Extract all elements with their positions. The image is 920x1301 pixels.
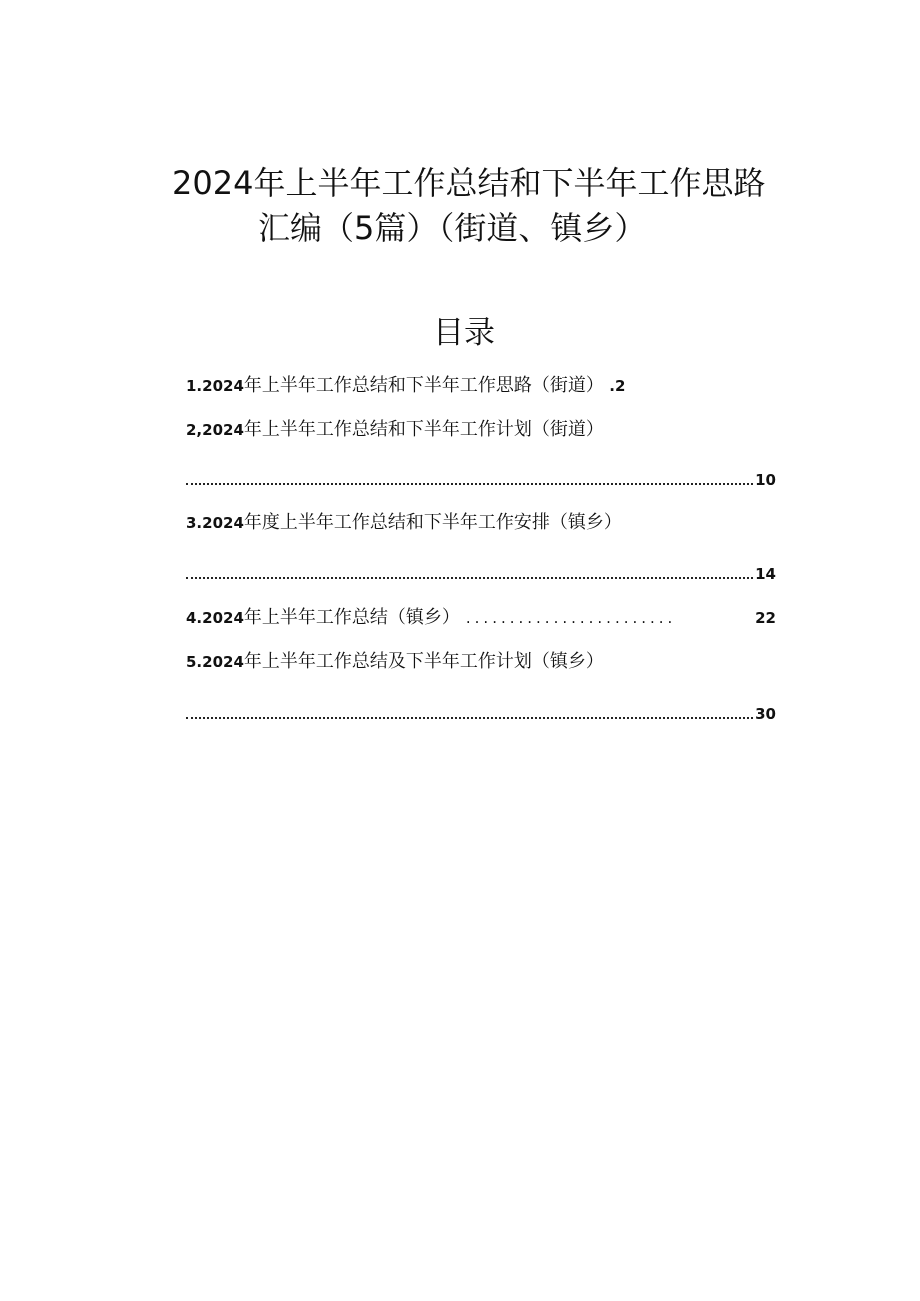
toc-entry-4-leader-dots: ........................ <box>465 609 677 627</box>
toc-entry-4[interactable] <box>186 606 776 630</box>
toc-entry-3[interactable] <box>186 511 776 535</box>
toc-entry-3-number: 3.2024 <box>186 514 244 532</box>
toc-entry-5-leader-line <box>186 702 776 726</box>
toc-entry-1-page: .2 <box>609 377 626 395</box>
toc-entry-3-leader-line <box>186 562 776 586</box>
toc-entry-5-number: 5.2024 <box>186 653 244 671</box>
toc-entry-2-page: 10 <box>755 471 776 489</box>
toc-entry-5[interactable] <box>186 650 776 674</box>
toc-entry-1-number: 1.2024 <box>186 377 244 395</box>
toc-entry-1-text: 年上半年工作总结和下半年工作思路（街道） <box>243 375 604 396</box>
toc-entry-3-page: 14 <box>755 565 776 583</box>
toc-entry-4-number: 4.2024 <box>186 609 244 627</box>
toc-entry-2-leader-dots <box>186 483 753 485</box>
toc-heading: 目录 <box>433 315 495 351</box>
document-title-line-2: 汇编（5篇）（街道、镇乡） <box>258 209 647 247</box>
toc-entry-2-text: 年上半年工作总结和下半年工作计划（街道） <box>243 419 604 440</box>
toc-entry-2-number: 2,2024 <box>186 421 244 439</box>
toc-entry-5-page: 30 <box>755 705 776 723</box>
toc-entry-4-text: 年上半年工作总结（镇乡） <box>243 607 460 628</box>
document-title-line-1: 2024年上半年工作总结和下半年工作思路 <box>172 164 766 202</box>
toc-entry-5-leader-dots <box>186 717 753 719</box>
toc-entry-3-text: 年度上半年工作总结和下半年工作安排（镇乡） <box>243 512 622 533</box>
toc-entry-2-leader-line <box>186 468 776 492</box>
toc-entry-2[interactable] <box>186 418 776 442</box>
toc-entry-1[interactable] <box>186 374 686 398</box>
toc-entry-3-leader-dots <box>186 577 753 579</box>
toc-entry-5-text: 年上半年工作总结及下半年工作计划（镇乡） <box>243 651 604 672</box>
toc-entry-4-page: 22 <box>755 609 776 627</box>
